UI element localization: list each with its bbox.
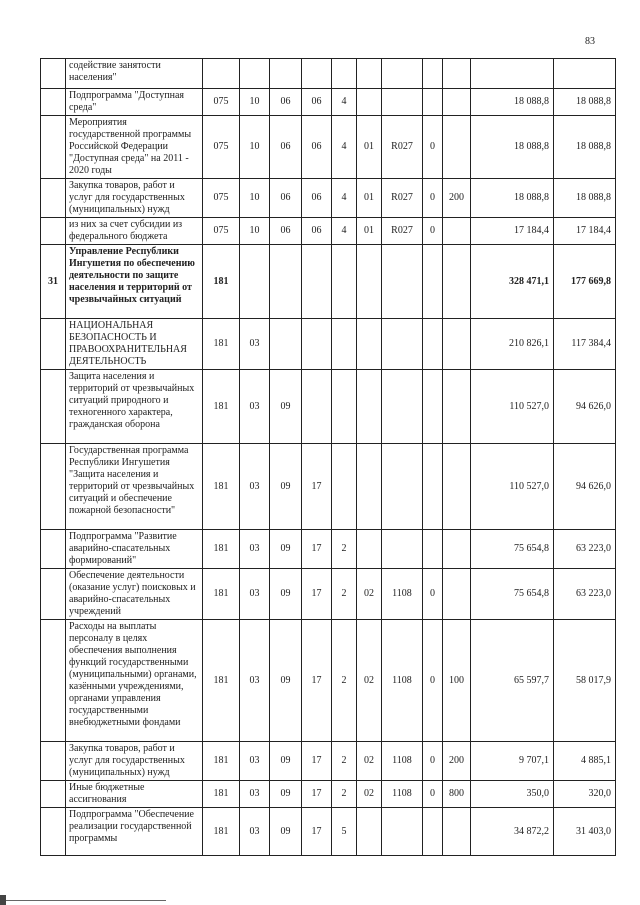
cell-chast [423, 530, 443, 569]
cell-programma: 17 [302, 530, 332, 569]
cell-osnovnoe [357, 59, 382, 89]
table-row [41, 59, 616, 89]
cell-razdel: 03 [240, 808, 270, 856]
cell-programma [302, 370, 332, 444]
cell-podprogramma: 2 [332, 620, 357, 742]
cell-sum2: 63 223,0 [554, 530, 616, 569]
cell-chast: 0 [423, 116, 443, 179]
cell-vid-rashodov: 100 [443, 620, 471, 742]
cell-napravlenie: R027 [382, 179, 423, 218]
cell-vid-rashodov [443, 370, 471, 444]
cell-podprogramma: 4 [332, 218, 357, 245]
table-row [41, 569, 616, 620]
cell-napravlenie [382, 808, 423, 856]
cell-razdel: 03 [240, 319, 270, 370]
cell-chast [423, 319, 443, 370]
cell-sum2: 4 885,1 [554, 742, 616, 781]
cell-name: содействие занятости населения" [66, 59, 203, 89]
cell-razdel: 10 [240, 179, 270, 218]
cell-vid-rashodov [443, 530, 471, 569]
cell-osnovnoe [357, 245, 382, 319]
cell-vedomstvo: 181 [203, 620, 240, 742]
cell-razdel: 10 [240, 116, 270, 179]
cell-name: Закупка товаров, работ и услуг для государственных (муниципальных) нужд [66, 742, 203, 781]
cell-name: Подпрограмма "Развитие аварийно-спасательных формирований" [66, 530, 203, 569]
cell-podprogramma: 2 [332, 530, 357, 569]
cell-sum1: 110 527,0 [471, 444, 554, 530]
cell-chast: 0 [423, 742, 443, 781]
cell-chast: 0 [423, 218, 443, 245]
cell-programma [302, 245, 332, 319]
cell-num [41, 742, 66, 781]
cell-vedomstvo: 181 [203, 742, 240, 781]
cell-sum2: 94 626,0 [554, 444, 616, 530]
cell-napravlenie [382, 370, 423, 444]
cell-osnovnoe: 02 [357, 781, 382, 808]
cell-num [41, 370, 66, 444]
cell-sum2: 18 088,8 [554, 116, 616, 179]
cell-programma: 17 [302, 444, 332, 530]
cell-podprogramma: 4 [332, 89, 357, 116]
cell-vedomstvo: 075 [203, 89, 240, 116]
cell-napravlenie: R027 [382, 218, 423, 245]
table-row [41, 530, 616, 569]
cell-vid-rashodov [443, 59, 471, 89]
cell-razdel: 03 [240, 742, 270, 781]
cell-chast [423, 370, 443, 444]
table-row [41, 742, 616, 781]
cell-sum1 [471, 59, 554, 89]
cell-vedomstvo: 181 [203, 781, 240, 808]
cell-vedomstvo: 181 [203, 444, 240, 530]
scan-line [6, 900, 166, 901]
cell-programma: 17 [302, 742, 332, 781]
cell-num [41, 620, 66, 742]
cell-vedomstvo: 181 [203, 245, 240, 319]
cell-programma: 06 [302, 89, 332, 116]
cell-osnovnoe: 02 [357, 569, 382, 620]
cell-vedomstvo: 075 [203, 116, 240, 179]
table-body [41, 59, 616, 856]
cell-programma [302, 319, 332, 370]
cell-podprogramma [332, 245, 357, 319]
cell-podprogramma [332, 370, 357, 444]
cell-sum1: 210 826,1 [471, 319, 554, 370]
cell-sum1: 75 654,8 [471, 569, 554, 620]
cell-sum2: 18 088,8 [554, 89, 616, 116]
cell-podprogramma: 2 [332, 569, 357, 620]
cell-podrazdel: 09 [270, 444, 302, 530]
budget-table [40, 58, 616, 856]
cell-razdel: 03 [240, 530, 270, 569]
cell-chast [423, 89, 443, 116]
cell-sum2 [554, 59, 616, 89]
cell-vid-rashodov [443, 319, 471, 370]
cell-napravlenie [382, 319, 423, 370]
cell-razdel: 10 [240, 89, 270, 116]
cell-vid-rashodov [443, 89, 471, 116]
cell-name: из них за счет субсидии из федерального бюджета [66, 218, 203, 245]
cell-podrazdel [270, 59, 302, 89]
cell-name: НАЦИОНАЛЬНАЯ БЕЗОПАСНОСТЬ И ПРАВООХРАНИТЕЛЬНАЯ ДЕЯТЕЛЬНОСТЬ [66, 319, 203, 370]
cell-sum1: 18 088,8 [471, 116, 554, 179]
cell-vedomstvo: 181 [203, 569, 240, 620]
cell-vid-rashodov [443, 569, 471, 620]
cell-podprogramma [332, 59, 357, 89]
cell-podprogramma: 4 [332, 116, 357, 179]
table-row [41, 781, 616, 808]
cell-sum1: 65 597,7 [471, 620, 554, 742]
cell-vedomstvo: 181 [203, 319, 240, 370]
table-row [41, 245, 616, 319]
table-row [41, 179, 616, 218]
cell-napravlenie: 1108 [382, 569, 423, 620]
cell-razdel [240, 245, 270, 319]
cell-sum1: 17 184,4 [471, 218, 554, 245]
cell-chast [423, 245, 443, 319]
cell-name: Мероприятия государственной программы Российской Федерации "Доступная среда" на 2011 - 2020 годы [66, 116, 203, 179]
cell-vedomstvo: 181 [203, 370, 240, 444]
cell-razdel: 03 [240, 620, 270, 742]
cell-napravlenie: 1108 [382, 742, 423, 781]
cell-sum1: 18 088,8 [471, 89, 554, 116]
cell-chast: 0 [423, 620, 443, 742]
cell-num [41, 781, 66, 808]
cell-vid-rashodov: 200 [443, 742, 471, 781]
cell-sum2: 63 223,0 [554, 569, 616, 620]
cell-programma: 06 [302, 218, 332, 245]
table-row [41, 116, 616, 179]
cell-vedomstvo: 181 [203, 808, 240, 856]
cell-sum1: 328 471,1 [471, 245, 554, 319]
cell-vid-rashodov [443, 444, 471, 530]
cell-num [41, 808, 66, 856]
page-number: 83 [585, 36, 595, 47]
cell-name: Государственная программа Республики Ингушетия "Защита населения и территорий от чрезвычайных ситуаций и обеспечение пожарной безопасности" [66, 444, 203, 530]
cell-napravlenie [382, 530, 423, 569]
cell-podrazdel: 09 [270, 781, 302, 808]
cell-podrazdel: 09 [270, 620, 302, 742]
cell-chast [423, 808, 443, 856]
table-row [41, 444, 616, 530]
cell-num [41, 116, 66, 179]
cell-podrazdel: 06 [270, 218, 302, 245]
cell-programma: 06 [302, 179, 332, 218]
cell-chast: 0 [423, 781, 443, 808]
cell-sum2: 94 626,0 [554, 370, 616, 444]
cell-podrazdel: 09 [270, 530, 302, 569]
cell-name: Закупка товаров, работ и услуг для государственных (муниципальных) нужд [66, 179, 203, 218]
cell-vid-rashodov [443, 218, 471, 245]
cell-sum1: 18 088,8 [471, 179, 554, 218]
cell-napravlenie [382, 444, 423, 530]
table-row [41, 808, 616, 856]
cell-num [41, 89, 66, 116]
cell-programma [302, 59, 332, 89]
cell-name: Подпрограмма "Доступная среда" [66, 89, 203, 116]
cell-programma: 17 [302, 620, 332, 742]
cell-vid-rashodov [443, 245, 471, 319]
table-row [41, 370, 616, 444]
cell-napravlenie: 1108 [382, 620, 423, 742]
cell-podprogramma: 5 [332, 808, 357, 856]
cell-programma: 17 [302, 808, 332, 856]
cell-vedomstvo [203, 59, 240, 89]
cell-sum1: 75 654,8 [471, 530, 554, 569]
cell-razdel: 03 [240, 781, 270, 808]
cell-num [41, 530, 66, 569]
table-row [41, 89, 616, 116]
cell-sum2: 17 184,4 [554, 218, 616, 245]
table-row [41, 319, 616, 370]
cell-podrazdel: 06 [270, 116, 302, 179]
cell-razdel: 03 [240, 370, 270, 444]
table-row [41, 218, 616, 245]
cell-sum2: 320,0 [554, 781, 616, 808]
cell-vid-rashodov: 800 [443, 781, 471, 808]
cell-num [41, 569, 66, 620]
cell-num [41, 444, 66, 530]
cell-podrazdel: 09 [270, 370, 302, 444]
cell-sum2: 18 088,8 [554, 179, 616, 218]
cell-podprogramma: 4 [332, 179, 357, 218]
cell-razdel [240, 59, 270, 89]
cell-sum2: 117 384,4 [554, 319, 616, 370]
table-row [41, 620, 616, 742]
cell-vid-rashodov: 200 [443, 179, 471, 218]
cell-podrazdel [270, 245, 302, 319]
cell-napravlenie [382, 89, 423, 116]
cell-name: Расходы на выплаты персоналу в целях обеспечения выполнения функций государственными (муниципальными) органами, казёнными учреждениями, органами управления государственными внебюджетными фондами [66, 620, 203, 742]
cell-sum1: 34 872,2 [471, 808, 554, 856]
cell-razdel: 03 [240, 569, 270, 620]
cell-napravlenie: 1108 [382, 781, 423, 808]
cell-podrazdel: 09 [270, 808, 302, 856]
cell-osnovnoe [357, 319, 382, 370]
cell-num [41, 218, 66, 245]
cell-razdel: 03 [240, 444, 270, 530]
cell-sum2: 177 669,8 [554, 245, 616, 319]
cell-name: Защита населения и территорий от чрезвычайных ситуаций природного и техногенного характера, гражданская оборона [66, 370, 203, 444]
cell-podprogramma [332, 319, 357, 370]
cell-sum1: 9 707,1 [471, 742, 554, 781]
cell-chast: 0 [423, 569, 443, 620]
cell-sum2: 58 017,9 [554, 620, 616, 742]
cell-osnovnoe: 02 [357, 620, 382, 742]
cell-num: 31 [41, 245, 66, 319]
cell-sum1: 110 527,0 [471, 370, 554, 444]
cell-sum1: 350,0 [471, 781, 554, 808]
cell-vid-rashodov [443, 116, 471, 179]
cell-osnovnoe [357, 808, 382, 856]
cell-vedomstvo: 075 [203, 179, 240, 218]
cell-podrazdel: 06 [270, 89, 302, 116]
cell-podrazdel: 09 [270, 569, 302, 620]
cell-chast [423, 59, 443, 89]
cell-osnovnoe [357, 530, 382, 569]
cell-chast: 0 [423, 179, 443, 218]
cell-osnovnoe: 02 [357, 742, 382, 781]
cell-name: Иные бюджетные ассигнования [66, 781, 203, 808]
cell-sum2: 31 403,0 [554, 808, 616, 856]
cell-napravlenie: R027 [382, 116, 423, 179]
cell-name: Обеспечение деятельности (оказание услуг) поисковых и аварийно-спасательных учреждений [66, 569, 203, 620]
cell-napravlenie [382, 59, 423, 89]
cell-num [41, 319, 66, 370]
cell-vedomstvo: 181 [203, 530, 240, 569]
cell-podrazdel: 09 [270, 742, 302, 781]
cell-name: Подпрограмма "Обеспечение реализации государственной программы [66, 808, 203, 856]
cell-programma: 06 [302, 116, 332, 179]
cell-podrazdel: 06 [270, 179, 302, 218]
cell-num [41, 179, 66, 218]
cell-podrazdel [270, 319, 302, 370]
cell-num [41, 59, 66, 89]
cell-programma: 17 [302, 781, 332, 808]
cell-podprogramma: 2 [332, 781, 357, 808]
cell-vid-rashodov [443, 808, 471, 856]
cell-osnovnoe: 01 [357, 179, 382, 218]
cell-podprogramma [332, 444, 357, 530]
cell-vedomstvo: 075 [203, 218, 240, 245]
cell-name: Управление Республики Ингушетия по обеспечению деятельности по защите населения и территорий от чрезвычайных ситуаций [66, 245, 203, 319]
cell-osnovnoe [357, 370, 382, 444]
cell-osnovnoe: 01 [357, 116, 382, 179]
cell-osnovnoe [357, 444, 382, 530]
cell-osnovnoe [357, 89, 382, 116]
cell-osnovnoe: 01 [357, 218, 382, 245]
cell-razdel: 10 [240, 218, 270, 245]
cell-napravlenie [382, 245, 423, 319]
cell-programma: 17 [302, 569, 332, 620]
cell-chast [423, 444, 443, 530]
cell-podprogramma: 2 [332, 742, 357, 781]
